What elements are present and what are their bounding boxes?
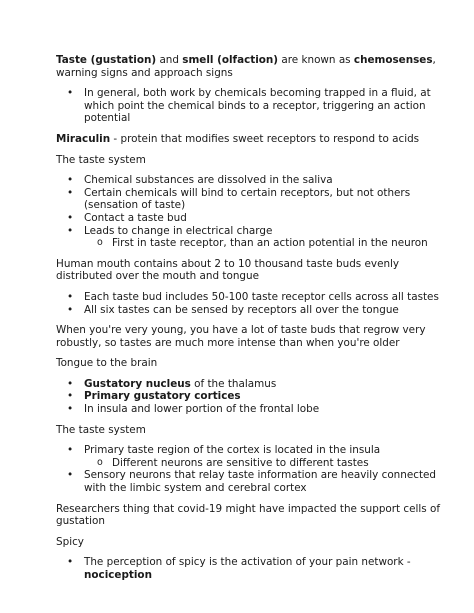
list-item: • Leads to change in electrical charge bbox=[56, 225, 448, 238]
taste-buds-paragraph: Human mouth contains about 2 to 10 thousand taste buds evenly distributed over the mouth and tongue bbox=[56, 257, 400, 283]
sub-list-item: o Different neurons are sensitive to different tastes bbox=[56, 457, 448, 470]
covid-paragraph: Researchers thing that covid-19 might have impacted the support cells of gustation bbox=[56, 502, 441, 528]
term-miraculin: Miraculin bbox=[56, 132, 111, 145]
term-gustatory-nucleus: Gustatory nucleus bbox=[84, 377, 191, 390]
list-item: • Contact a taste bud bbox=[56, 212, 448, 225]
section-heading: Spicy bbox=[56, 535, 84, 548]
list-item: • In insula and lower portion of the frontal lobe bbox=[56, 403, 448, 416]
spicy-list bbox=[56, 556, 448, 581]
term-nociception: nociception bbox=[84, 569, 152, 581]
text-run: and bbox=[156, 54, 183, 66]
section-heading: The taste system bbox=[56, 423, 146, 436]
brain-list bbox=[56, 378, 448, 416]
list-item bbox=[56, 390, 448, 403]
young-paragraph: When you're very young, you have a lot of taste buds that regrow very robustly, so tastes are much more intense than when you're older bbox=[56, 324, 426, 349]
list-item: • Each taste bud includes 50-100 taste receptor cells across all tastes bbox=[56, 291, 448, 304]
list-item bbox=[56, 378, 448, 391]
list-item: • Primary taste region of the cortex is located in the insula bbox=[56, 444, 448, 457]
text-run: , warning signs and approach signs bbox=[56, 54, 436, 79]
text-run: The perception of spicy is the activation of your pain network - bbox=[84, 556, 411, 569]
list-item: • Sensory neurons that relay taste information are heavily connected with the limbic system and cerebral cortex bbox=[56, 469, 448, 494]
term-chemosenses: chemosenses bbox=[353, 54, 433, 66]
taste-buds-list bbox=[56, 291, 448, 316]
list-item: • Certain chemicals will bind to certain receptors, but not others (sensation of taste) bbox=[56, 187, 448, 212]
chemosenses-list bbox=[56, 87, 448, 125]
sub-list-item: o First in taste receptor, than an action potential in the neuron bbox=[56, 237, 448, 250]
taste-system-list bbox=[56, 174, 448, 250]
section-heading: Tongue to the brain bbox=[56, 357, 158, 370]
term-primary-gustatory-cortices: Primary gustatory cortices bbox=[84, 390, 241, 403]
document-body bbox=[56, 54, 448, 590]
text-run: are known as bbox=[278, 54, 354, 66]
text-run: - protein that modifies sweet receptors to respond to acids bbox=[110, 132, 420, 145]
list-item: • All six tastes can be sensed by receptors all over the tongue bbox=[56, 304, 448, 317]
list-item bbox=[56, 556, 448, 581]
list-item: • Chemical substances are dissolved in the saliva bbox=[56, 174, 448, 187]
section-heading: The taste system bbox=[56, 153, 146, 166]
list-item: • In general, both work by chemicals becoming trapped in a fluid, at which point the chemical binds to a receptor, triggering an action potential bbox=[56, 87, 448, 125]
term-taste: Taste (gustation) bbox=[56, 54, 157, 66]
miraculin-paragraph bbox=[56, 133, 448, 146]
cortex-list bbox=[56, 444, 448, 494]
chemosenses-paragraph bbox=[56, 54, 448, 79]
term-smell: smell (olfaction) bbox=[182, 54, 279, 66]
text-run: of the thalamus bbox=[190, 377, 277, 390]
